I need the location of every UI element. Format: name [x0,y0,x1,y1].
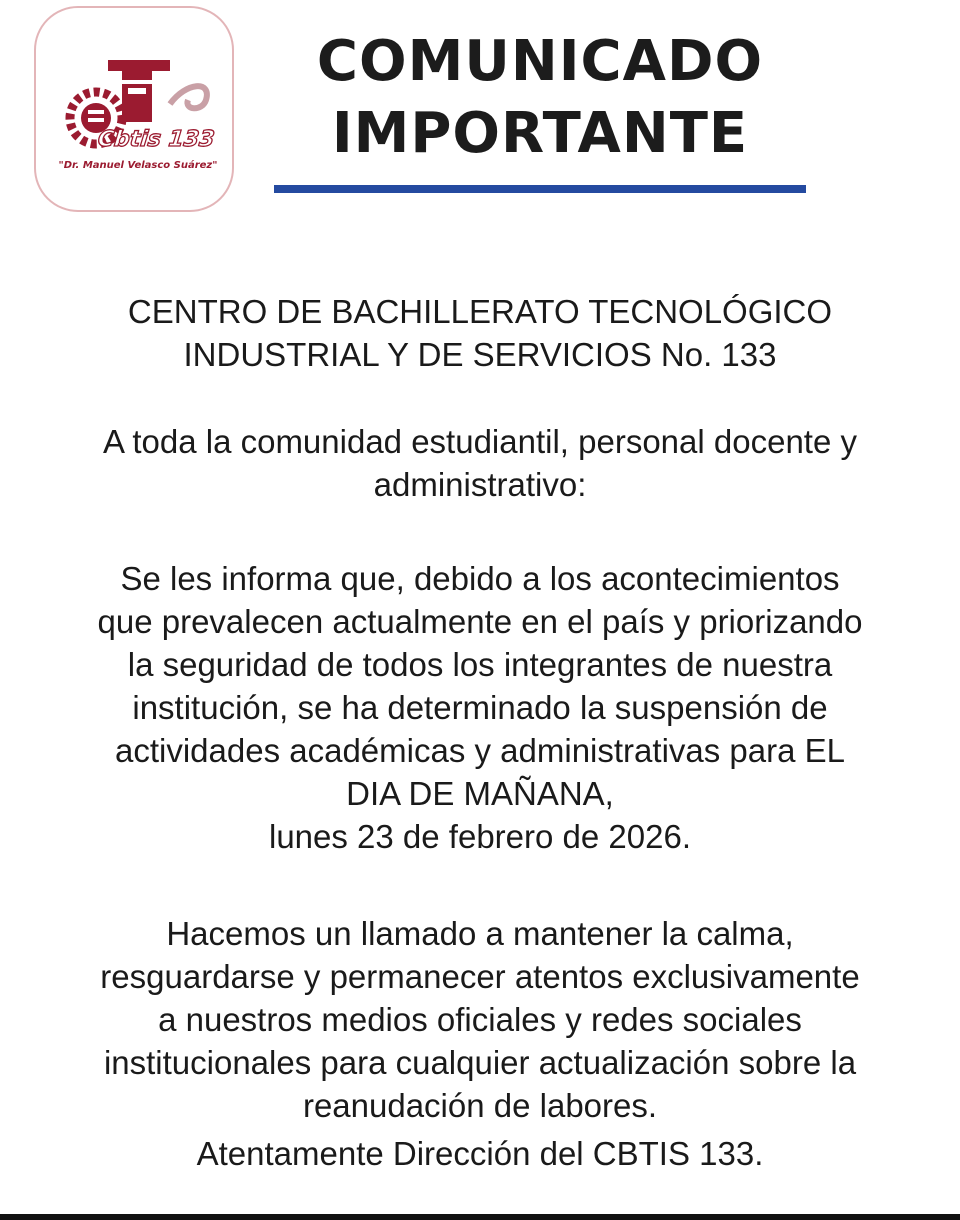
appeal-paragraph [40,912,920,1127]
appeal-line: resguardarse y permanecer atentos exclusivamente [100,958,860,995]
institution-line: INDUSTRIAL Y DE SERVICIOS No. 133 [183,336,777,373]
appeal-line: reanudación de labores. [302,1087,658,1124]
appeal-line: a nuestros medios oficiales y redes sociales [158,1001,802,1038]
logo-wordmark: Cbtis 133 [96,127,216,152]
appeal-line: Hacemos un llamado a mantener la calma, [166,915,794,952]
greeting-line: A toda la comunidad estudiantil, personal docente y [102,423,857,460]
announcement-line: la seguridad de todos los integrantes de nuestra [127,646,833,683]
cbtis-133-seal-icon [36,8,236,214]
title-line: COMUNICADO [316,29,764,94]
greeting [40,420,920,506]
announcement-line: Se les informa que, debido a los acontecimientos [120,560,840,597]
bottom-divider [0,1214,960,1220]
institution-name [40,290,920,376]
title-line: IMPORTANTE [331,101,749,166]
page-title [274,26,806,170]
announcement-line: que prevalecen actualmente en el país y priorizando [97,603,863,640]
logo-subtitle: "Dr. Manuel Velasco Suárez" [58,160,218,171]
announcement-line: institución, se ha determinado la suspensión de [132,689,828,726]
appeal-line: institucionales para cualquier actualización sobre la [103,1044,857,1081]
announcement-line: actividades académicas y administrativas para EL [114,732,845,769]
school-logo [34,6,234,212]
announcement-line: DIA DE MAÑANA, [346,775,614,812]
announcement-paragraph [40,557,920,858]
title-underline [274,185,806,193]
signature: Atentamente Dirección del CBTIS 133. [196,1135,764,1172]
announcement-date-line: lunes 23 de febrero de 2026. [269,818,691,855]
greeting-line: administrativo: [373,466,587,503]
institution-line: CENTRO DE BACHILLERATO TECNOLÓGICO [127,293,833,330]
